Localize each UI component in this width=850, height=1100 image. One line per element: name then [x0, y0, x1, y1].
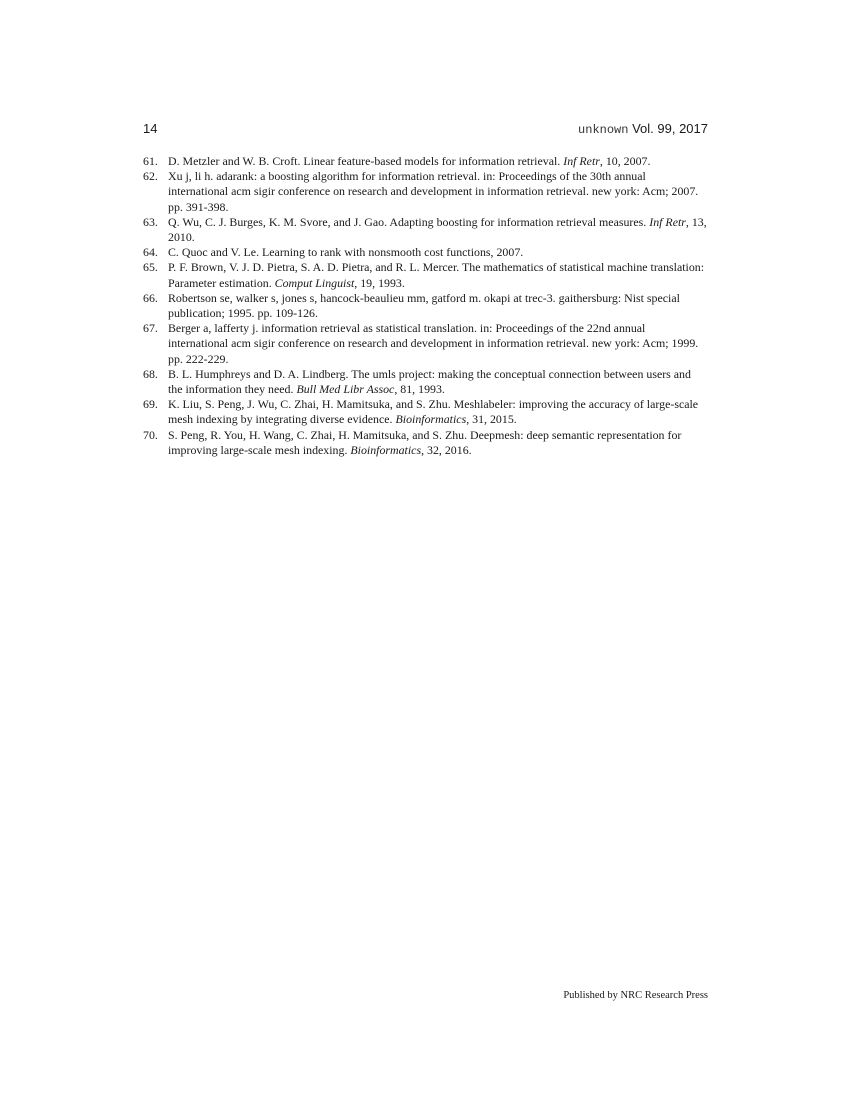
reference-venue: Inf Retr [563, 154, 600, 168]
reference-venue: Bioinformatics [395, 412, 467, 427]
reference-number: 61. [143, 154, 158, 168]
reference-item [143, 245, 708, 260]
reference-text: C. Quoc and V. Le. Learning to rank with nonsmooth cost functions, 2007. [168, 245, 524, 260]
reference-venue: Comput Linguist [274, 275, 355, 290]
reference-number: 67. [143, 321, 158, 336]
reference-text: Robertson se, walker s, jones s, hancock-beaulieu mm, gatford m. okapi at trec-3. gaithersburg: Nist special publication; 1995. pp. 109-126. [168, 290, 680, 321]
journal-info [578, 121, 708, 137]
reference-text: Berger a, lafferty j. information retrieval as statistical translation. in: Proceedings of the 22nd annual international acm sigir conference on research and development in information retrieval. new york: Acm; 1999. pp. 222-229. [168, 321, 699, 366]
reference-item [143, 215, 708, 245]
reference-venue: Inf Retr [649, 214, 686, 229]
reference-text: S. Peng, R. You, H. Wang, C. Zhai, H. Mamitsuka, and S. Zhu. Deepmesh: deep semantic representation for improving large-scale mesh indexing. [168, 427, 682, 457]
reference-number: 63. [143, 214, 158, 229]
reference-text: D. Metzler and W. B. Croft. Linear feature-based models for information retrieval. [168, 154, 564, 168]
reference-text: Xu j, li h. adarank: a boosting algorithm for information retrieval. in: Proceedings of the 30th annual international acm sigir conference on research and development in information retrieval. new york: Acm; 2007. pp. 391-398. [168, 169, 699, 214]
reference-text: Q. Wu, C. J. Burges, K. M. Svore, and J. Gao. Adapting boosting for information retrieval measures. [168, 214, 650, 229]
reference-item [143, 321, 708, 367]
reference-number: 62. [143, 169, 158, 184]
reference-tail: , 13, 2010. [168, 214, 707, 245]
reference-item [143, 154, 708, 169]
reference-number: 68. [143, 366, 158, 381]
reference-tail: , 32, 2016. [421, 442, 472, 457]
reference-text: P. F. Brown, V. J. D. Pietra, S. A. D. Pietra, and R. L. Mercer. The mathematics of statistical machine translation: Parameter estimation. [168, 260, 705, 290]
reference-tail: , 10, 2007. [599, 154, 651, 168]
publisher-footer: Published by NRC Research Press [563, 990, 708, 1001]
running-header [143, 121, 708, 137]
reference-venue: Bioinformatics [350, 442, 422, 457]
reference-venue: Bull Med Libr Assoc [296, 382, 395, 397]
page-number: 14 [143, 121, 158, 136]
reference-number: 64. [143, 245, 158, 260]
reference-tail: , 81, 1993. [394, 382, 445, 397]
reference-text: B. L. Humphreys and D. A. Lindberg. The umls project: making the conceptual connection between users and the information they need. [168, 366, 691, 397]
reference-number: 65. [143, 260, 158, 275]
volume-year: Vol. 99, 2017 [632, 121, 708, 136]
reference-item [143, 428, 708, 458]
reference-item [143, 169, 708, 215]
reference-number: 69. [143, 397, 158, 412]
reference-number: 70. [143, 427, 158, 442]
reference-tail: , 31, 2015. [466, 412, 517, 427]
reference-number: 66. [143, 290, 158, 305]
reference-item [143, 397, 708, 427]
reference-tail: , 19, 1993. [354, 275, 405, 290]
journal-name: unknown [578, 123, 629, 137]
reference-item [143, 291, 708, 321]
reference-list [143, 154, 708, 458]
reference-text: K. Liu, S. Peng, J. Wu, C. Zhai, H. Mamitsuka, and S. Zhu. Meshlabeler: improving the accuracy of large-scale mesh indexing by integrating diverse evidence. [168, 397, 699, 427]
reference-item [143, 367, 708, 397]
reference-item [143, 260, 708, 290]
